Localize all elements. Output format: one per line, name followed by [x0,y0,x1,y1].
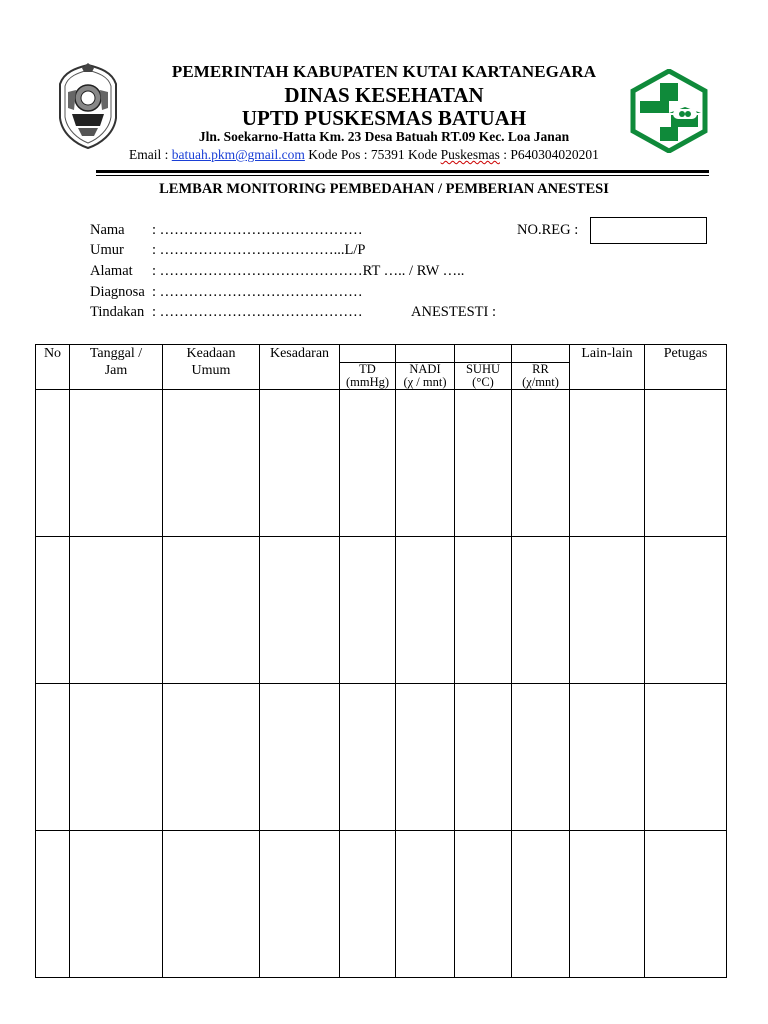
umur-label: Umur [90,242,124,258]
header-kesadaran: Kesadaran [260,345,340,390]
tindakan-label: Tindakan [90,304,145,320]
cell-td[interactable] [340,537,396,684]
puskesmas-code: : P640304020201 [499,147,599,162]
header-keadaan-umum [163,345,260,390]
header-institution-line: UPTD PUSKESMAS BATUAH [241,106,527,130]
cell-keadaan-umum[interactable] [163,537,260,684]
cell-rr[interactable] [512,831,570,978]
header-suhu-top [455,345,512,363]
header-td-top [340,345,396,363]
header-lain-lain: Lain-lain [570,345,645,390]
cell-suhu[interactable] [455,831,512,978]
postal-code-text: Kode Pos : 75391 Kode [304,147,441,162]
cell-petugas[interactable] [645,684,727,831]
cell-rr[interactable] [512,537,570,684]
umur-value[interactable]: : ………………………………...L/P [152,242,366,258]
field-nama [90,222,363,239]
cell-kesadaran[interactable] [260,390,340,537]
cell-nadi[interactable] [396,537,455,684]
table-row [36,831,727,978]
cell-keadaan-umum[interactable] [163,831,260,978]
diagnosa-label: Diagnosa [90,284,145,300]
field-diagnosa [90,284,363,301]
vital-unit-rr: (χ/mnt) [522,375,559,389]
cell-td[interactable] [340,390,396,537]
header-umum: Umum [191,363,231,378]
header-no: No [36,345,70,390]
header-jam: Jam [104,363,128,378]
header-rr [512,363,570,390]
form-title: LEMBAR MONITORING PEMBEDAHAN / PEMBERIAN ANESTESI [159,181,609,197]
header-divider-thick [96,170,709,173]
puskesmas-word: Puskesmas [440,147,500,162]
cell-lain-lain[interactable] [570,831,645,978]
cell-no[interactable] [36,390,70,537]
cell-keadaan-umum[interactable] [163,390,260,537]
header-department-line: DINAS KESEHATAN [284,83,484,107]
cell-no[interactable] [36,684,70,831]
cell-tanggal-jam[interactable] [70,831,163,978]
cell-tanggal-jam[interactable] [70,537,163,684]
email-label: Email : [129,147,172,162]
cell-lain-lain[interactable] [570,390,645,537]
table-body [36,390,727,978]
tindakan-value[interactable]: : …………………………………… [152,304,363,320]
monitoring-table [35,344,727,978]
header-suhu [455,363,512,390]
cell-rr[interactable] [512,684,570,831]
vital-unit-td: (mmHg) [345,375,390,389]
cell-kesadaran[interactable] [260,831,340,978]
cell-kesadaran[interactable] [260,684,340,831]
field-tindakan [90,304,363,321]
table-row [36,684,727,831]
vital-name-suhu: SUHU [465,362,501,376]
header-petugas: Petugas [645,345,727,390]
cell-kesadaran[interactable] [260,537,340,684]
cell-petugas[interactable] [645,831,727,978]
vital-name-td: TD [359,362,376,376]
header-tanggal: Tanggal / [89,346,143,361]
vital-name-nadi: NADI [409,362,441,376]
cell-lain-lain[interactable] [570,537,645,684]
cell-nadi[interactable] [396,390,455,537]
email-link[interactable]: batuah.pkm@gmail.com [171,147,305,162]
diagnosa-value[interactable]: : …………………………………… [152,284,363,300]
vital-unit-nadi: (χ / mnt) [403,375,447,389]
header-rr-top [512,345,570,363]
header-td [340,363,396,390]
cell-td[interactable] [340,684,396,831]
field-alamat [90,263,464,280]
header-nadi [396,363,455,390]
alamat-value[interactable]: : ……………………………………RT ….. / RW ….. [152,263,465,279]
cell-no[interactable] [36,831,70,978]
vital-name-rr: RR [532,362,549,376]
cell-petugas[interactable] [645,390,727,537]
alamat-label: Alamat [90,263,133,279]
cell-tanggal-jam[interactable] [70,684,163,831]
table-header-row [36,345,727,363]
header-address: Jln. Soekarno-Hatta Km. 23 Desa Batuah RT.09 Kec. Loa Janan [198,129,570,144]
cell-suhu[interactable] [455,390,512,537]
table-row [36,390,727,537]
cell-suhu[interactable] [455,684,512,831]
cell-nadi[interactable] [396,684,455,831]
cell-tanggal-jam[interactable] [70,390,163,537]
header-divider-thin [96,175,709,176]
nama-label: Nama [90,222,125,238]
cell-no[interactable] [36,537,70,684]
vital-unit-suhu: (°C) [472,375,494,389]
table-row [36,537,727,684]
nama-value[interactable]: : …………………………………… [152,222,363,238]
cell-nadi[interactable] [396,831,455,978]
header-keadaan: Keadaan [186,346,236,361]
cell-suhu[interactable] [455,537,512,684]
cell-petugas[interactable] [645,537,727,684]
header-tanggal-jam [70,345,163,390]
noreg-input-box[interactable] [590,217,707,244]
cell-rr[interactable] [512,390,570,537]
cell-td[interactable] [340,831,396,978]
cell-lain-lain[interactable] [570,684,645,831]
anestesti-label: ANESTESTI : [411,304,496,320]
header-contact-line [129,147,599,163]
header-nadi-top [396,345,455,363]
header-government-line: PEMERINTAH KABUPATEN KUTAI KARTANEGARA [171,62,597,81]
noreg-label: NO.REG : [517,222,579,238]
cell-keadaan-umum[interactable] [163,684,260,831]
field-umur [90,242,365,259]
